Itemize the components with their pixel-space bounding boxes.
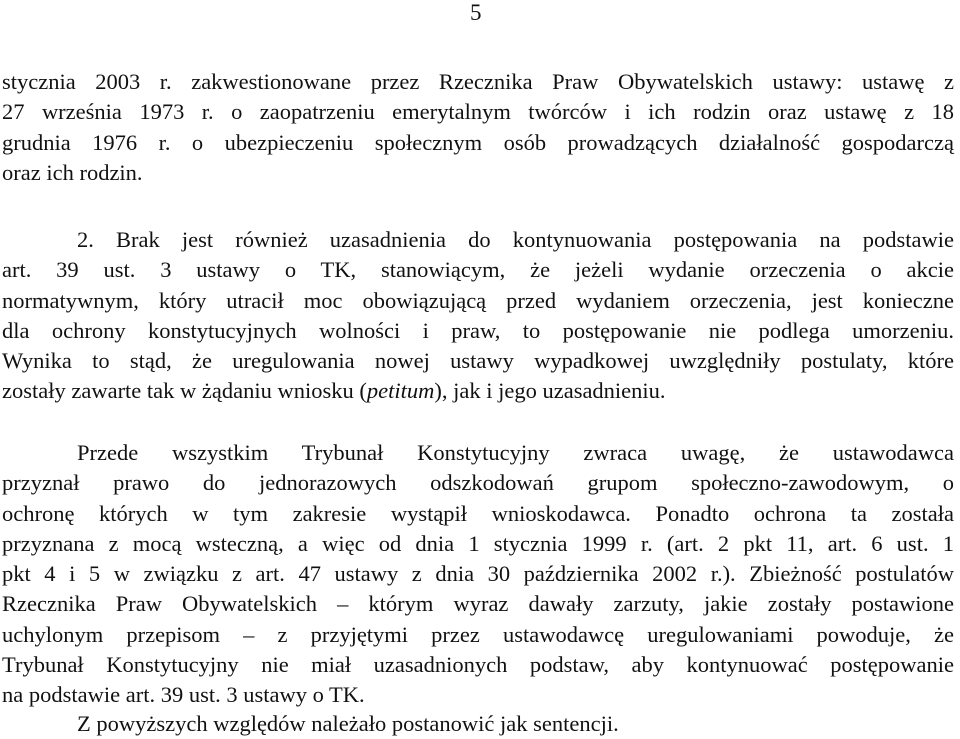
text-line: Wynika to stąd, że uregulowania nowej ustawy wypadkowej uwzględniły postulaty, które (2, 348, 954, 374)
text-line: grudnia 1976 r. o ubezpieczeniu społecznym osób prowadzących działalność gospodarczą (2, 129, 954, 155)
text-line: 27 września 1973 r. o zaopatrzeniu emerytalnym twórców i ich rodzin oraz ustawę z 18 (2, 99, 954, 125)
text-line: art. 39 ust. 3 ustawy o TK, stanowiącym, że jeżeli wydanie orzeczenia o akcie (2, 257, 954, 283)
text-line: stycznia 2003 r. zakwestionowane przez Rzecznika Praw Obywatelskich ustawy: ustawę z (2, 69, 954, 94)
text-line: oraz ich rodzin. (2, 159, 143, 185)
paragraph-continuation (2, 67, 954, 188)
page-number: 5 (470, 0, 482, 25)
text-line: przyznana z mocą wsteczną, a więc od dnia 1 stycznia 1999 r. (art. 2 pkt 11, art. 6 ust. 1 (2, 530, 954, 556)
text-line: Przede wszystkim Trybunał Konstytucyjny zwraca uwagę, że ustawodawca (77, 440, 954, 465)
text-segment: zostały zawarte tak w żądaniu wniosku ( (2, 378, 367, 404)
text-line: na podstawie art. 39 ust. 3 ustawy o TK. (2, 682, 365, 708)
text-line: Trybunał Konstytucyjny nie miał uzasadnionych podstaw, aby kontynuować postępowanie (2, 652, 954, 678)
text-segment: ), jak i jego uzasadnieniu. (434, 378, 666, 404)
paragraph-point-2 (2, 225, 954, 407)
text-line (2, 376, 954, 406)
text-line: uchylonym przepisom – z przyjętymi przez ustawodawcę uregulowaniami powoduje, że (2, 621, 954, 647)
paragraph-conclusion (2, 709, 954, 739)
text-line: Z powyższych względów należało postanowić jak sentencji. (77, 711, 619, 736)
text-line: 2. Brak jest również uzasadnienia do kontynuowania postępowania na podstawie (77, 227, 954, 252)
text-line: Rzecznika Praw Obywatelskich – którym wyraz dawały zarzuty, jakie zostały postawione (2, 591, 954, 617)
text-line: pkt 4 i 5 w związku z art. 47 ustawy z dnia 30 października 2002 r.). Zbieżność postulatów (2, 561, 954, 587)
paragraph-main (2, 438, 954, 711)
text-line: normatywnym, który utracił moc obowiązującą przed wydaniem orzeczenia, jest konieczne (2, 287, 954, 313)
text-line: ochronę których w tym zakresie wystąpił wnioskodawca. Ponadto ochrona ta została (2, 500, 954, 526)
italic-term: petitum (366, 378, 435, 404)
text-line: dla ochrony konstytucyjnych wolności i praw, to postępowanie nie podlega umorzeniu. (2, 317, 954, 343)
text-line: przyznał prawo do jednorazowych odszkodowań grupom społeczno-zawodowym, o (2, 470, 954, 496)
